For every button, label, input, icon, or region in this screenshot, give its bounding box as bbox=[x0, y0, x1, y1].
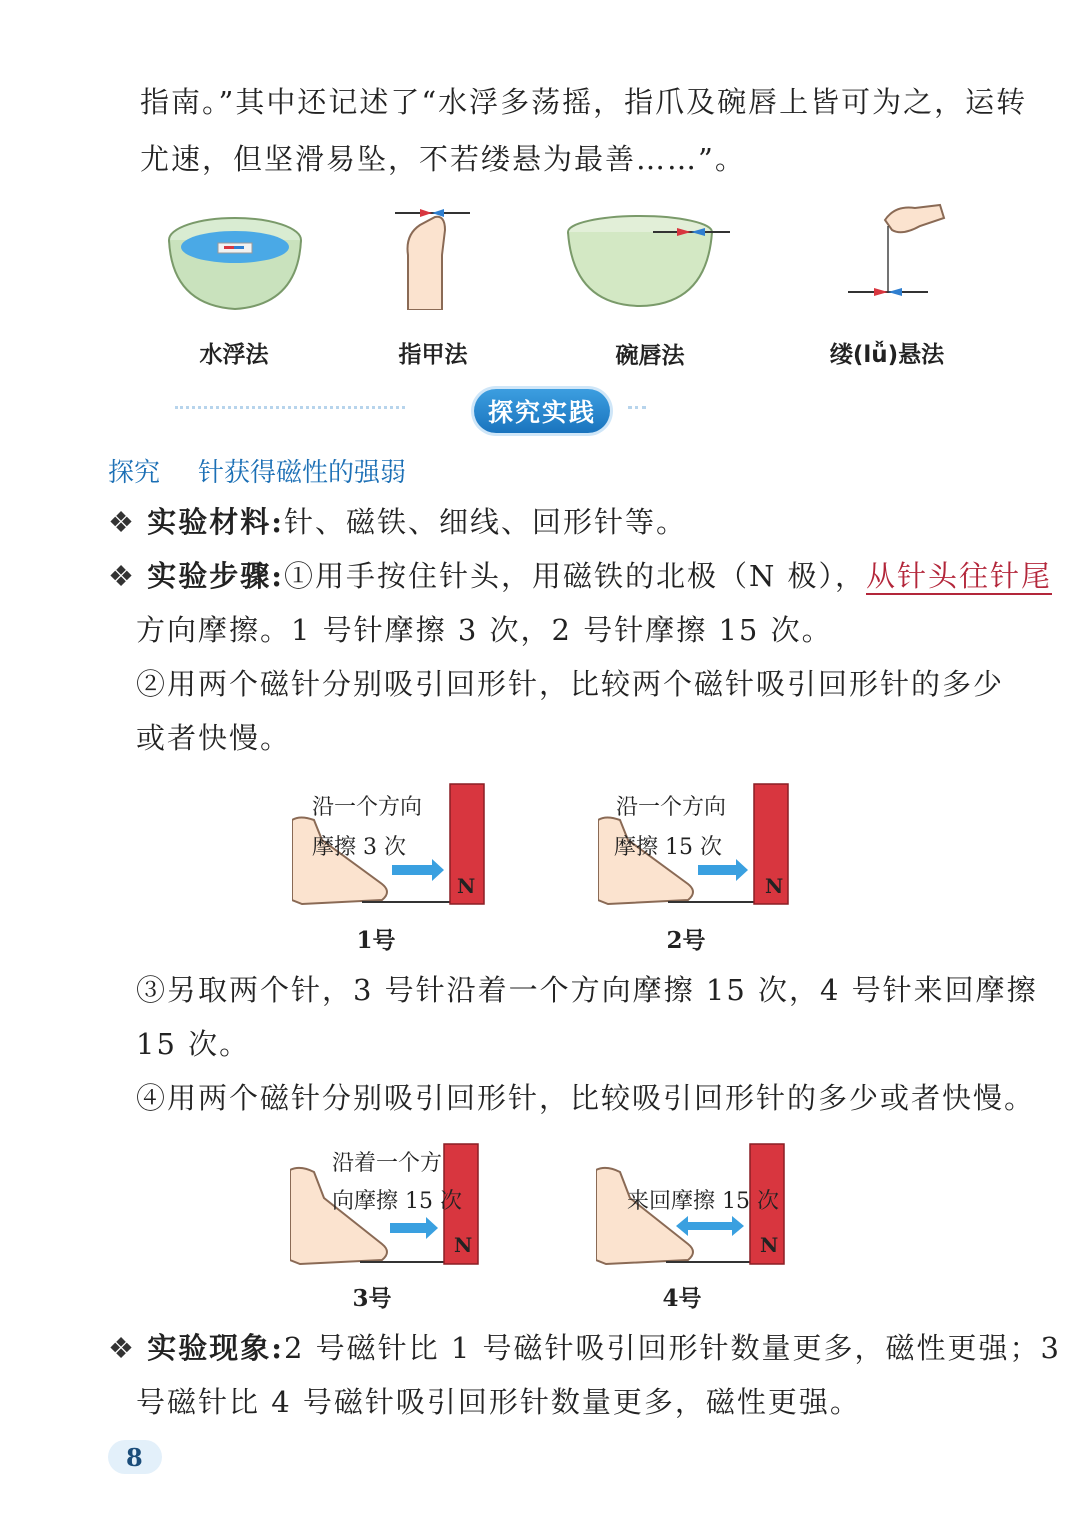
figure-2-note-2: 摩擦 15 次 bbox=[614, 835, 722, 860]
steps-line-1 bbox=[108, 556, 1052, 596]
step4-line: ④用两个磁针分别吸引回形针，比较吸引回形针的多少或者快慢。 bbox=[136, 1081, 1036, 1115]
step3-line-1: ③另取两个针，3 号针沿着一个方向摩擦 15 次，4 号针来回摩擦 bbox=[136, 973, 1038, 1007]
step2-line-1: ②用两个磁针分别吸引回形针，比较两个磁针吸引回形针的多少 bbox=[136, 667, 1005, 701]
figure-3-note-2: 向摩擦 15 次 bbox=[332, 1189, 462, 1214]
bullet-icon: ❖ bbox=[108, 505, 136, 539]
figure-3-note-1: 沿着一个方 bbox=[332, 1151, 443, 1176]
steps-label: 实验步骤: bbox=[147, 559, 284, 593]
figure-1-note-1: 沿一个方向 bbox=[312, 795, 423, 820]
water-float-illustration bbox=[160, 205, 310, 315]
figure-4-note-1: 来回摩擦 15 次 bbox=[627, 1189, 779, 1214]
divider-left bbox=[175, 406, 405, 409]
method-label-bowl-rim: 碗唇法 bbox=[615, 343, 685, 369]
materials-line bbox=[108, 502, 687, 542]
figure-1-label: 1号 bbox=[356, 927, 396, 954]
fingernail-illustration bbox=[390, 195, 480, 310]
figure-1-note-2: 摩擦 3 次 bbox=[312, 835, 406, 860]
section-badge: 探究实践 bbox=[474, 389, 610, 433]
inquiry-title: 针获得磁性的强弱 bbox=[198, 458, 407, 488]
bullet-icon: ❖ bbox=[108, 1331, 136, 1365]
step3-line-2: 15 次。 bbox=[136, 1027, 251, 1061]
thread-suspension-illustration bbox=[840, 200, 950, 310]
intro-line-1: 指南。”其中还记述了“水浮多荡摇，指爪及碗唇上皆可为之，运转 bbox=[140, 85, 1028, 119]
bullet-icon: ❖ bbox=[108, 559, 136, 593]
bowl-rim-illustration bbox=[565, 210, 735, 310]
step1-highlight: 从针头往针尾 bbox=[866, 559, 1053, 593]
step1-continued: 方向摩擦。1 号针摩擦 3 次，2 号针摩擦 15 次。 bbox=[136, 613, 833, 647]
figure-4-pole: N bbox=[760, 1233, 779, 1257]
phenomenon-line-1 bbox=[108, 1328, 1061, 1368]
figure-3-label: 3号 bbox=[352, 1285, 392, 1312]
phenomenon-text-1: 2 号磁针比 1 号磁针吸引回形针数量更多，磁性更强；3 bbox=[283, 1331, 1061, 1365]
phenomenon-line-2: 号磁针比 4 号磁针吸引回形针数量更多，磁性更强。 bbox=[136, 1385, 861, 1419]
materials-text: 针、磁铁、细线、回形针等。 bbox=[283, 505, 687, 539]
step2-line-2: 或者快慢。 bbox=[136, 721, 292, 755]
figure-2-pole: N bbox=[765, 874, 784, 898]
step1-text: ①用手按住针头，用磁铁的北极（N 极）， bbox=[283, 559, 867, 593]
materials-label: 实验材料: bbox=[147, 505, 284, 539]
figure-2-note-1: 沿一个方向 bbox=[616, 795, 727, 820]
figure-4-label: 4号 bbox=[662, 1285, 702, 1312]
phenomenon-label: 实验现象: bbox=[147, 1331, 284, 1365]
method-label-thread: 缕(lǚ)悬法 bbox=[829, 342, 945, 368]
page-number: 8 bbox=[126, 1443, 143, 1472]
method-label-fingernail: 指甲法 bbox=[398, 342, 468, 368]
inquiry-prefix: 探究 bbox=[108, 458, 161, 488]
method-label-water: 水浮法 bbox=[199, 342, 269, 368]
figure-1-pole: N bbox=[457, 874, 476, 898]
figure-3-pole: N bbox=[454, 1233, 473, 1257]
figure-2-label: 2号 bbox=[666, 927, 706, 954]
intro-line-2: 尤速，但坚滑易坠，不若缕悬为最善……”。 bbox=[140, 142, 746, 176]
divider-right bbox=[628, 406, 646, 409]
